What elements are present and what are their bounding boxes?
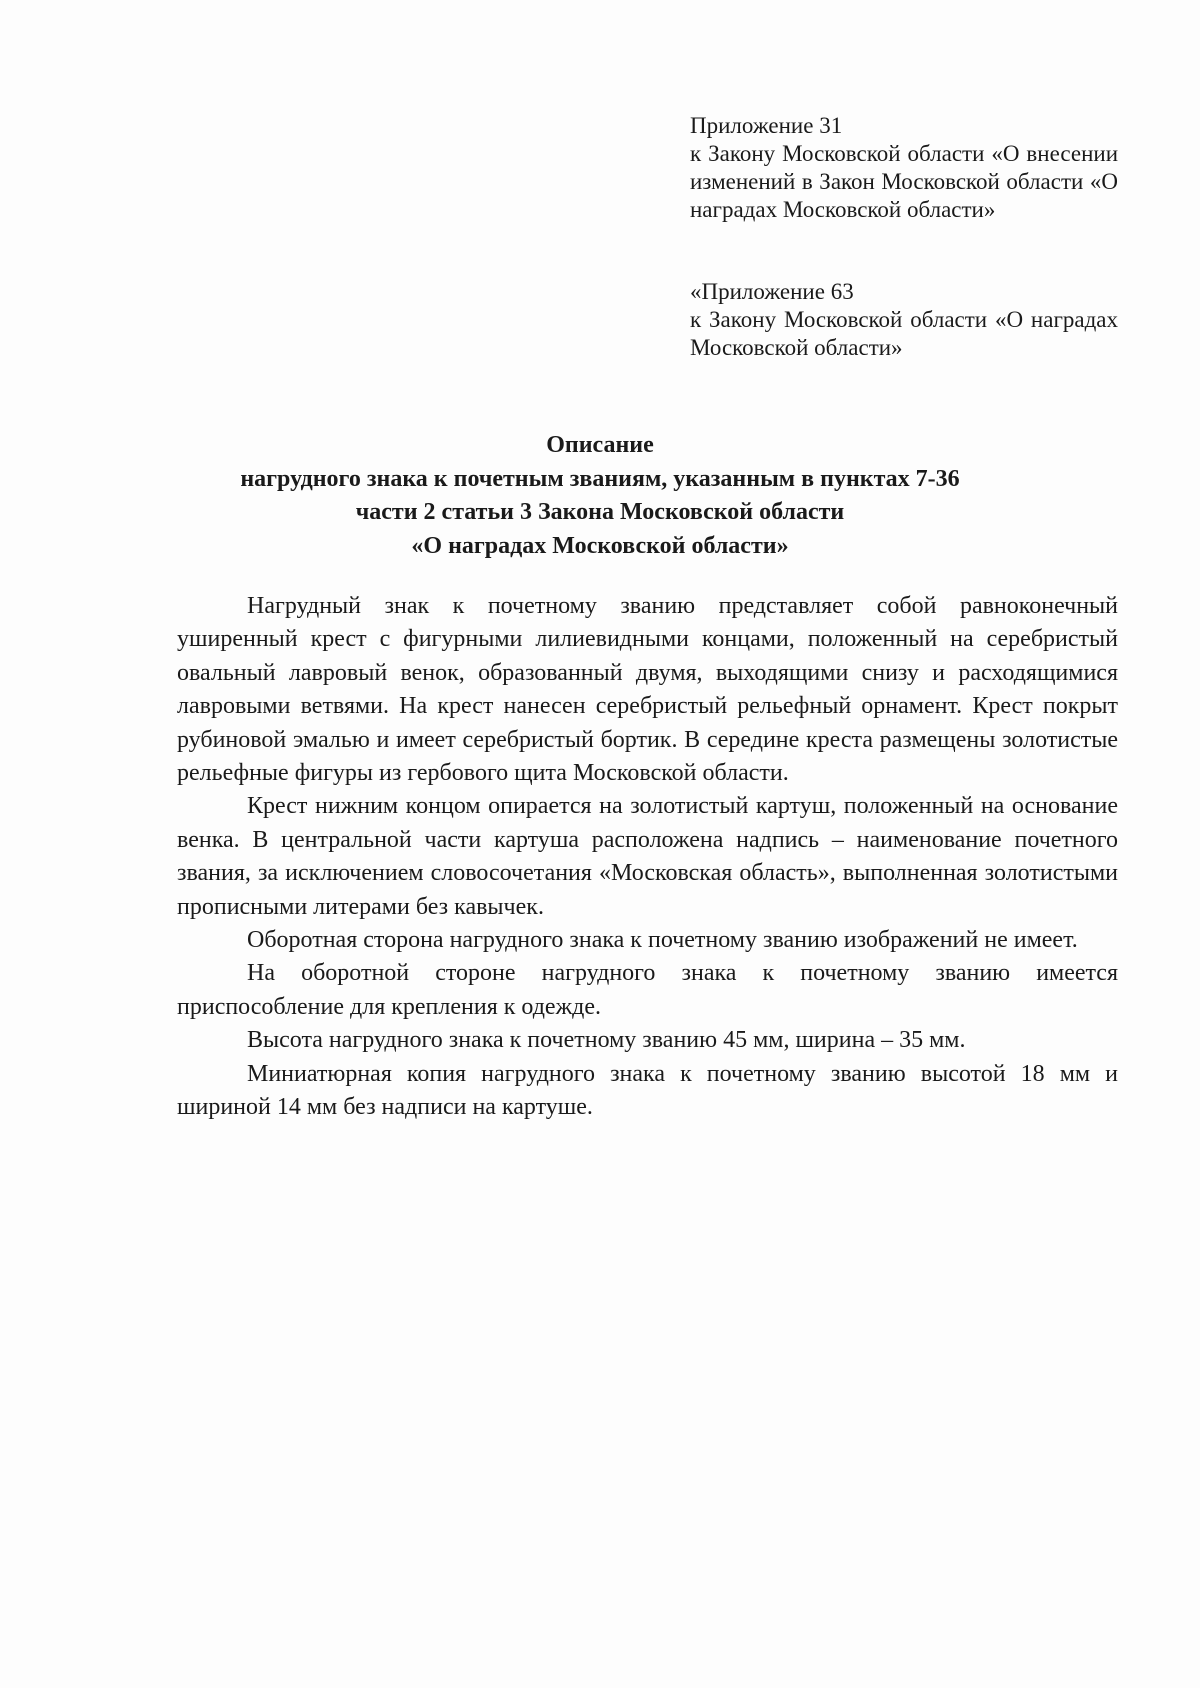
paragraph-cartouche: Крест нижним концом опирается на золотистый картуш, положенный на основание венка. В центральной части картуша расположена надпись – наименование почетного звания, за исключением словосочетания «Московская область», выполненная золотистыми прописными литерами без кавычек.: [177, 793, 1118, 920]
paragraph-reverse-side: Оборотная сторона нагрудного знака к почетному званию изображений не имеет.: [247, 927, 1078, 954]
paragraph-miniature: Миниатюрная копия нагрудного знака к почетному званию высотой 18 мм и шириной 14 мм без надписи на картуше.: [177, 1060, 1118, 1121]
appendix-original-number: «Приложение 63: [690, 279, 854, 304]
appendix-current-number: Приложение 31: [690, 113, 843, 138]
paragraph-dimensions: Высота нагрудного знака к почетному званию 45 мм, ширина – 35 мм.: [247, 1027, 966, 1054]
title-line-2: нагрудного знака к почетным званиям, указанным в пунктах 7-36: [240, 465, 960, 492]
document-title: [100, 429, 1100, 563]
appendix-original-heading: [690, 278, 1118, 362]
document-body: [177, 590, 1118, 1125]
paragraph-fastening: На оборотной стороне нагрудного знака к почетному званию имеется приспособление для крепления к одежде.: [177, 960, 1118, 1020]
appendix-original-text: к Закону Московской области «О наградах Московской области»: [690, 307, 1118, 360]
appendix-current-text: к Закону Московской области «О внесении изменений в Закон Московской области «О наградах Московской области»: [690, 141, 1118, 222]
paragraph-description: Нагрудный знак к почетному званию представляет собой равноконечный уширенный крест с фигурными лилиевидными концами, положенный на серебристый овальный лавровый венок, образованный двумя, выходящими снизу и расходящимися лавровыми ветвями. На крест нанесен серебристый рельефный орнамент. Крест покрыт рубиновой эмалью и имеет серебристый бортик. В середине креста размещены золотистые рельефные фигуры из гербового щита Московской области.: [177, 593, 1118, 787]
title-line-1: Описание: [546, 432, 654, 458]
title-line-4: «О наградах Московской области»: [411, 532, 789, 559]
title-line-3: части 2 статьи 3 Закона Московской области: [355, 499, 845, 525]
appendix-current-heading: [690, 112, 1118, 224]
